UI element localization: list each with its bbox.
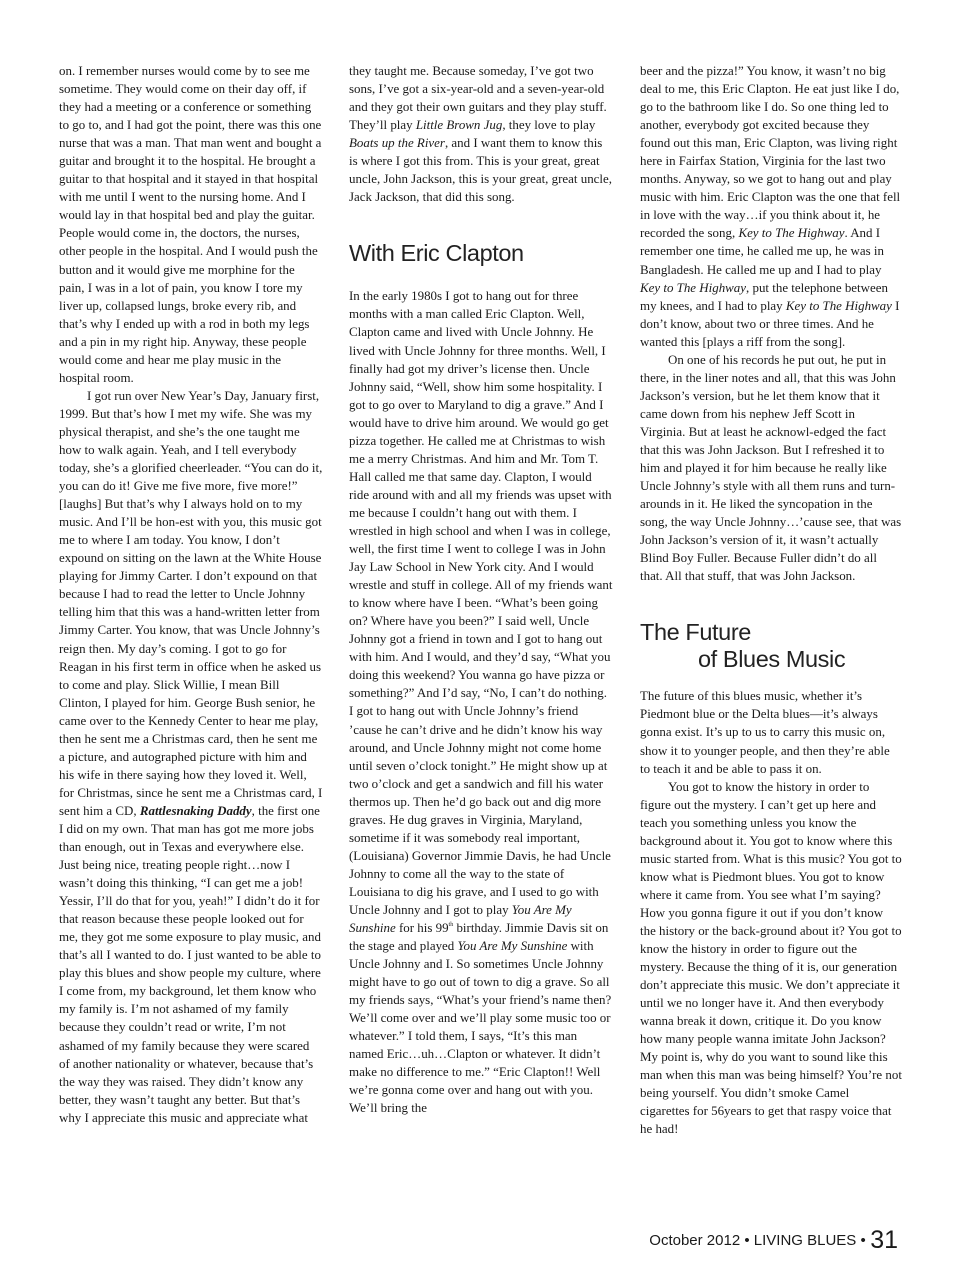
page-footer	[649, 1226, 898, 1255]
song-title: Key to The Highway	[738, 225, 845, 241]
album-title: Rattlesnaking Daddy	[139, 802, 252, 818]
paragraph: In the early 1980s I got to hang out for three months with a man called Eric Clapton. Well, Clapton came and lived with Uncle Johnny. He lived with Uncle Johnny for three months. Well, I finally had got my driver’s license then. Uncle Johnny said, “Well, show him some hospitality. I got to go over to Maryland to dig a grave.” And I would have to drive him around. We would go get pizza together. He called me at Christmas to wish me a merry Christmas. And him and Mr. Tom T. Hall called me that same day. Clapton, I would ride around with and all my friends was upset with me because I couldn’t hang out with them. I wrestled in high school and when I was in college, well, the first time I went to college I was in John Jay Law School in New York city. And I would wrestle and stuff in college. All of my friends want to know where have I been. “What’s been going on? Where have you been?” I said well, Uncle Johnny got a friend in town and I got to hang out with him. And I would, and they’d say, “What you doing this weekend? You wanna go have pizza or something?” And I’d say, “No, I can’t do nothing. I got to hang out with Uncle Johnny’s friend ’cause he can’t drive and he didn’t know his way around, and Uncle Johnny might not come home until seven o’clock tonight.” He might show up at two o’clock and get a sandwich and fill his water thermos up. Then he’d go back out and dig more graves. He dug graves in Virginia, Maryland, sometime if it was somebody real important, (Louisiana) Governor Jimmie Davis, he had Uncle Johnny to come all the way to the state of Louisiana to dig his grave, and I used to go with Uncle Johnny and I got to play You Are My Sunshine for his 99th birthday. Jimmie Davis sit on the stage and played You Are My Sunshine with Uncle Johnny and I. So sometimes Uncle Johnny might have to go out of town to dig a grave. So all my friends says, “What’s your friend’s name then? We’ll come over and we’ll play some music too or whatever.” I told them, I says, “It’s this man named Eric…uh…Clapton or whatever. It didn’t make no difference to me.” “Eric Clapton!! Well we’re gonna come over and hang out with you. We’ll bring the	[349, 288, 613, 1116]
section-heading: With Eric Clapton	[349, 240, 524, 267]
footer-issue-text: October 2012 • LIVING BLUES •	[649, 1232, 866, 1249]
paragraph: beer and the pizza!” You know, it wasn’t no big deal to me, this Eric Clapton. He eat just like I do, go to the bathroom like I do. So one thing led to another, everybody got excited because they found out this man, Eric Clapton, was living right here in Fairfax Station, Virginia for the last two months. Anyway, so we got to hang out and play music with him. Eric Clapton was the one that fell in love with the way…if you think about it, he recorded the song, Key to The Highway. And I remember one time, he called me up, he was in Bangladesh. He called me up and I had to play Key to The Highway, put the telephone between my knees, and I had to play Key to The Highway I don’t know, about two or three times. And he wanted this [plays a riff from the song].	[640, 63, 901, 349]
song-title: You Are My Sunshine	[349, 901, 572, 936]
song-title: Boats up the River	[349, 135, 445, 151]
paragraph: I got run over New Year’s Day, January first, 1999. But that’s how I met my wife. She was my physical therapist, and she’s the one taught me how to walk again. Yeah, and I tell everybody today, she’s a glorified cheerleader. “You can do it, you can do it! Give me five more, five more!” [laughs] But that’s why I always hold on to my music. And I’ll be hon-est with you, this music got me to where I am today. You know, I don’t expound on sitting on the lawn at the White House playing for Jimmy Carter. I don’t expound on that because I had to read the letter to Uncle Johnny telling him that this was a hand-written letter from Jimmy Carter. You know, that was Uncle Johnny’s reign then. My day’s coming. I got to go for Reagan in his first term in office when he asked us to come and play. Slick Willie, I mean Bill Clinton, I played for him. George Bush senior, he came over to the Kennedy Center to hear me play, then he sent me a Christmas card, then he sent me a picture, and autographed picture with him and his wife in there saying how they loved it. Well, for Christmas, since he sent me a Christmas card, I sent him a CD, Rattlesnaking Daddy, the first one I did on my own. That man has got me more jobs than enough, out in Texas and everywhere else. Just being nice, treating people right…now I wasn’t doing this thinking, “I can get me a job! Yessir, I’ll do that for you, yeah!” I didn’t do it for that reason because these people looked out for me, they got me some exposure to play music, and that’s all I wanted to do. I just wanted to be able to play this blues and show people my culture, where I come from, my background, let them know who my family is. I’m not ashamed of my family because they couldn’t read or write, I’m not ashamed of my family because they were scared of another nationality or whatever, because that’s the way they was raised. They didn’t know any better, they wasn’t taught any better. But that’s why I appreciate this music and appreciate what	[59, 387, 323, 1125]
section-heading: The Future of Blues Music	[640, 619, 846, 673]
paragraph: on. I remember nurses would come by to see me sometime. They would come on their day off, if they had a meeting or a conference or something to go to, and I had got the point, there was this one nurse that was a man. That man went and bought a guitar and brought it to the hospital. He brought a guitar to that hospital and it stayed in that hospital with me until I went to the nursing home. And I would lay in that hospital bed and play the guitar. People would come in, the doctors, the nurses, other people in the hospital. And I would push the button and it would give me morphine for the pain, I was in a lot of pain, you know I tore my liver up, collapsed lungs, broke every rib, and that’s why I ended up with a rod in both my legs and a pin in my right hip. Anyway, these people would come and hear me play music in the hospital room.	[59, 63, 322, 385]
song-title: Key to The Highway	[640, 279, 747, 295]
song-title: Key to The Highway	[785, 297, 892, 313]
song-title: You Are My Sunshine	[457, 938, 568, 954]
paragraph: The future of this blues music, whether it’s Piedmont blue or the Delta blues—it’s always gonna exist. It’s up to us to carry this music on, show it to younger people, and then they’re able to teach it and be able to pass it on.	[640, 688, 890, 776]
song-title: Little Brown Jug	[415, 117, 503, 133]
article-column-2	[349, 62, 613, 1118]
paragraph: On one of his records he put out, he put in there, in the liner notes and all, that this was John Jackson’s version, but he let them know that it came down from his nephew Jeff Scott in Virginia. But at least he acknowl-edged the fact that this was John Jackson. But I refreshed it to him and played it for him because he really like Uncle Johnny’s style with all them runs and turn-arounds in it. He liked the syncopation in the song, the way Uncle Johnny…’cause see, that was John Jackson’s version of it, it wasn’t actually Blind Boy Fuller. Because Fuller didn’t do all that. All that stuff, that was John Jackson.	[640, 351, 902, 584]
paragraph: they taught me. Because someday, I’ve got two sons, I’ve got a six-year-old and a seven-year-old and they got their own guitars and they play stuff. They’ll play Little Brown Jug, they love to play Boats up the River, and I want them to know this is where I got this from. This is your great, great uncle, John Jackson, this is your great, great uncle, Jack Jackson, that did this song.	[349, 63, 612, 205]
page-number: 31	[870, 1226, 898, 1254]
paragraph: You got to know the history in order to figure out the mystery. I can’t get up here and teach you something unless you know the background about it. You got to know where this music started from. What is this music? You got to know what is Piedmont blues. You got to know where it came from. You see what I’m saying? How you gonna figure it out if you don’t know the history or the back-ground about it? You got to know the history in order to figure out the mystery. Because the thing of it is, our generation don’t appreciate this music. We don’t appreciate it until we no longer have it. And then everybody wanna break it down, critique it. Do you know how many people wanna imitate John Jackson? My point is, why do you want to sound like this man when this man was being himself? You’re not being yourself. You didn’t smoke Camel cigarettes for 56years to get that raspy voice that he had!	[640, 778, 902, 1137]
article-column-1	[59, 62, 323, 1127]
article-column-3	[640, 62, 902, 1139]
